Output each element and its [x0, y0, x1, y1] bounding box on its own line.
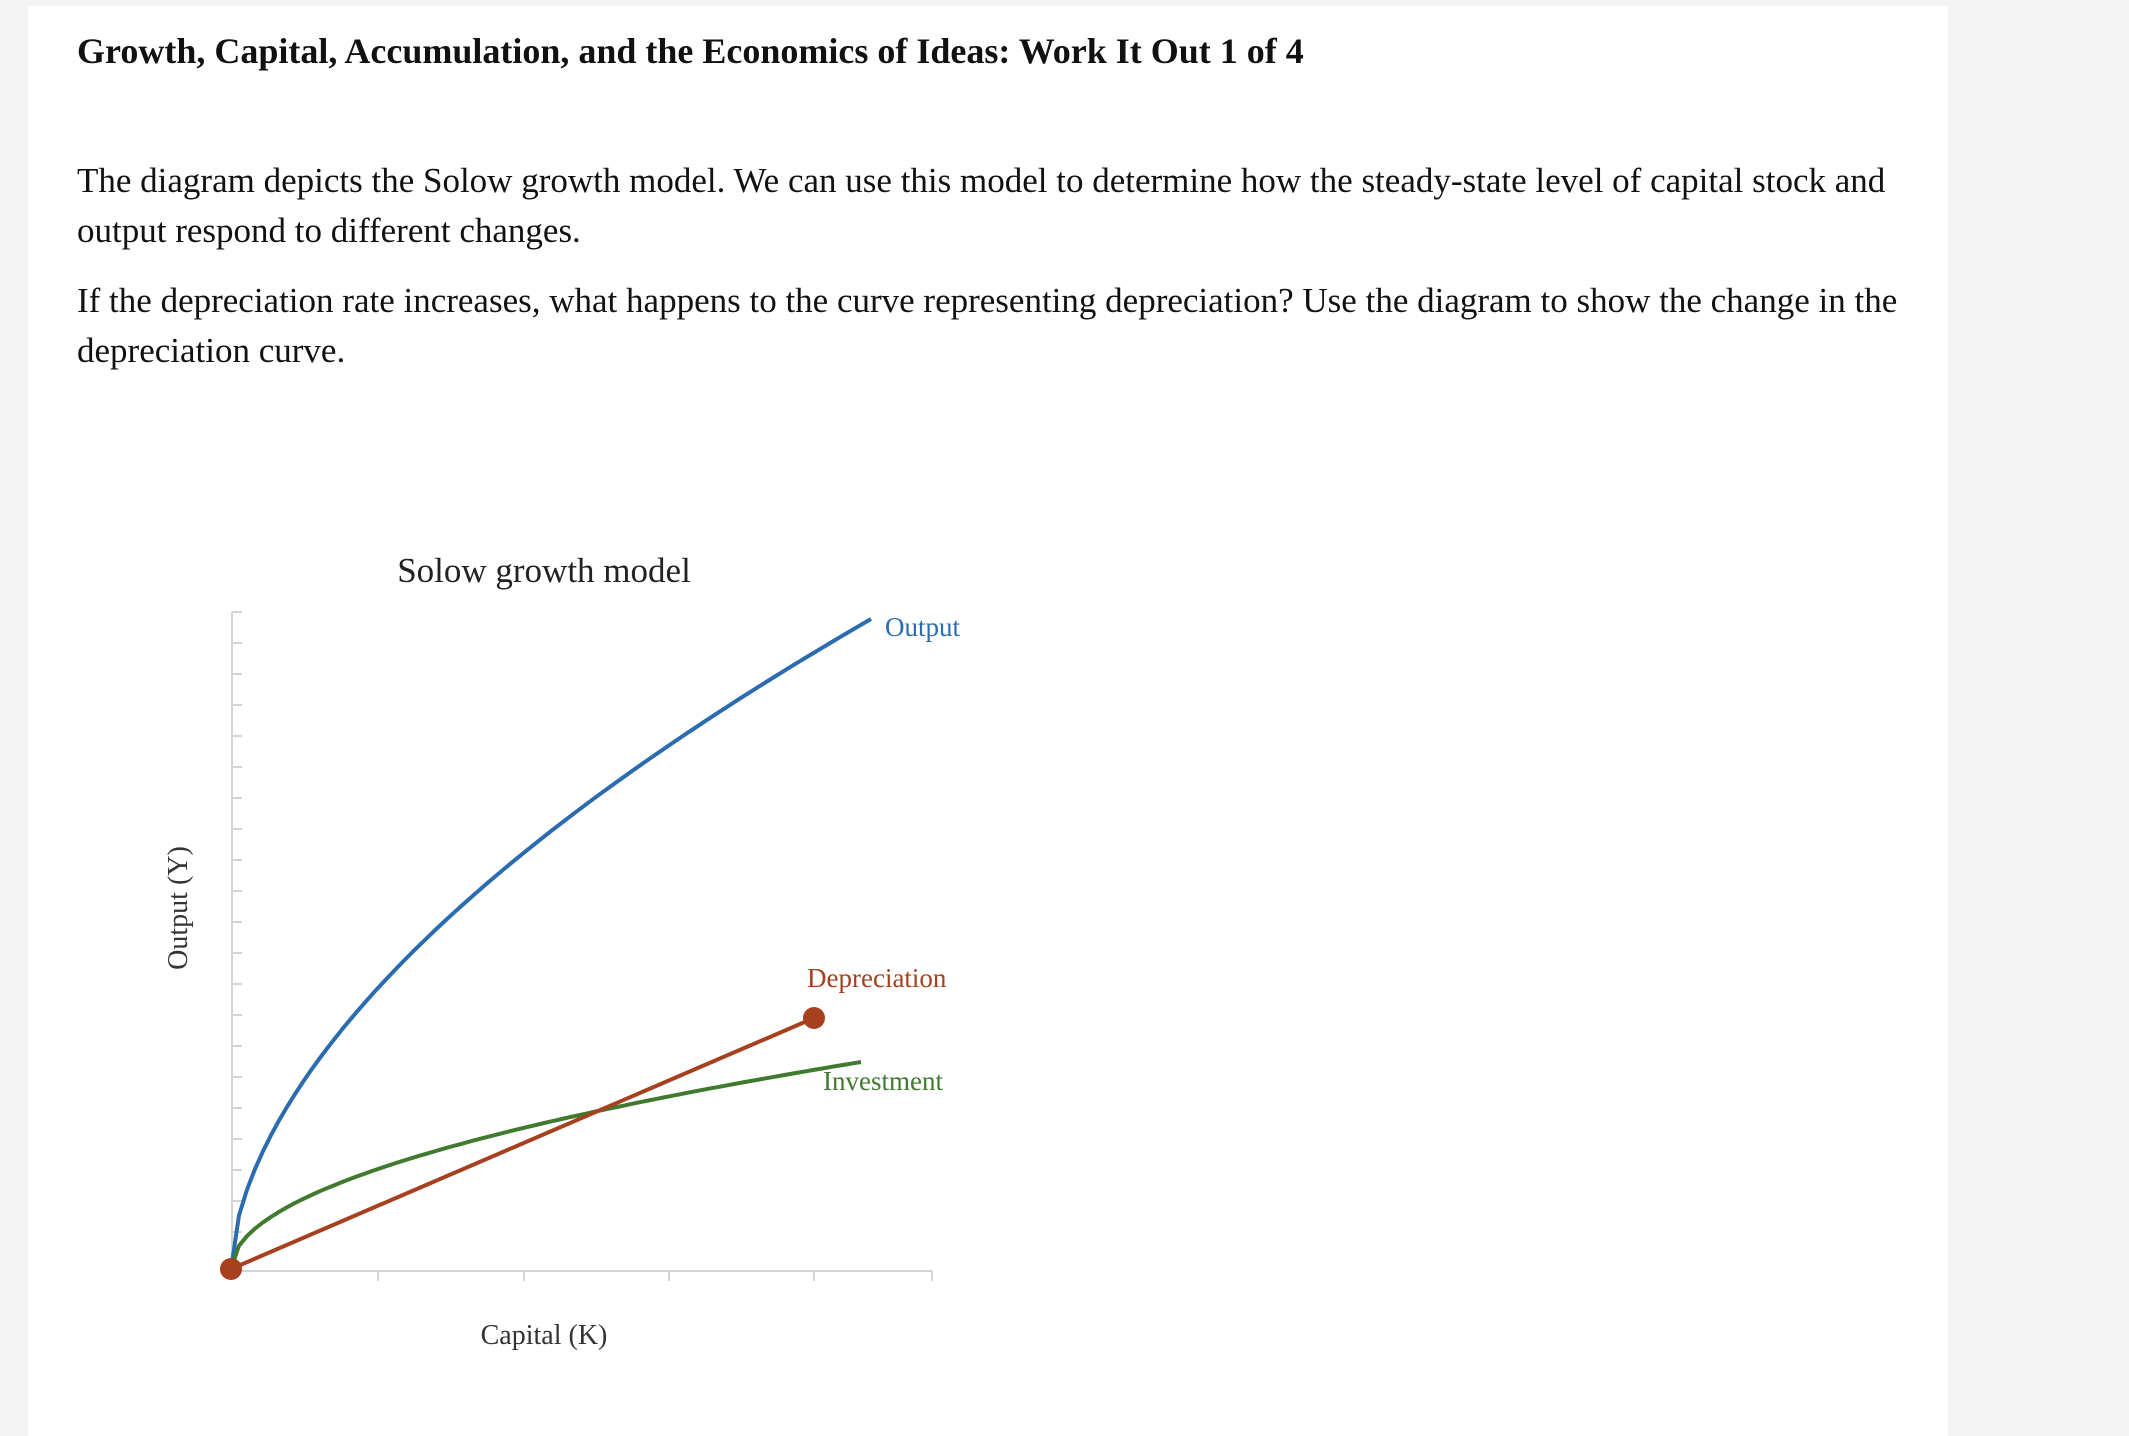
investment-curve[interactable]	[231, 1062, 861, 1269]
question-paragraph: If the depreciation rate increases, what happens to the curve representing depreciation? Use the diagram to show the change in the depreciation curve.	[77, 281, 1898, 370]
side-strip	[0, 0, 28, 1436]
graph-title: Solow growth model	[397, 551, 691, 590]
content-panel	[28, 6, 1948, 1436]
depreciation-start-handle[interactable]	[220, 1258, 242, 1280]
solow-graph[interactable]	[28, 6, 1948, 1436]
x-axis-label: Capital (K)	[480, 1320, 608, 1351]
investment-curve-label: Investment	[823, 1066, 943, 1096]
x-axis-ticks	[378, 1271, 932, 1281]
intro-paragraph: The diagram depicts the Solow growth model. We can use this model to determine how the steady-state level of capital stock and output respond to different changes.	[77, 161, 1886, 250]
y-axis-ticks	[232, 612, 242, 1263]
graph-axes	[232, 612, 932, 1281]
output-curve[interactable]	[231, 619, 871, 1269]
page-title: Growth, Capital, Accumulation, and the Economics of Ideas: Work It Out 1 of 4	[77, 31, 1304, 71]
output-curve-label: Output	[885, 612, 961, 642]
y-axis-label: Output (Y)	[163, 846, 194, 970]
depreciation-curve[interactable]	[231, 1018, 814, 1269]
depreciation-curve-label: Depreciation	[807, 963, 947, 993]
depreciation-end-handle[interactable]	[803, 1007, 825, 1029]
